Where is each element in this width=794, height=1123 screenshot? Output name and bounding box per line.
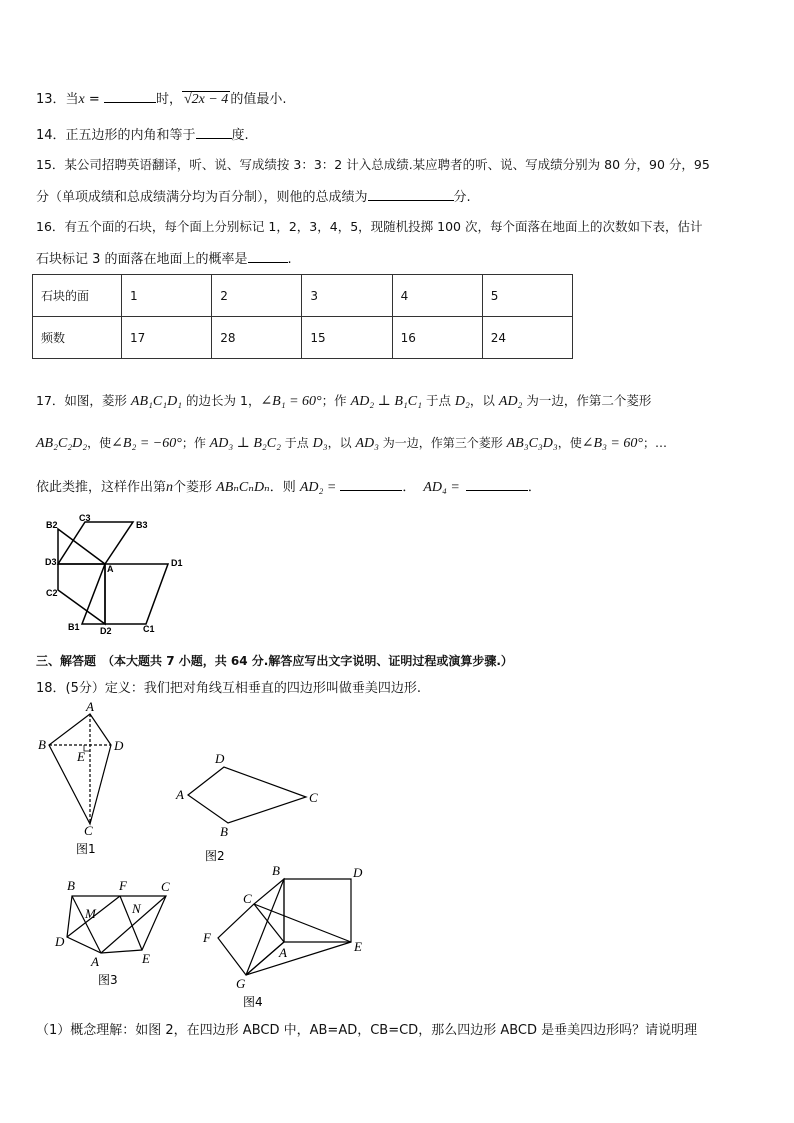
q17-math: ABₙCₙDₙ <box>216 480 270 495</box>
q15-line1: 15．某公司招聘英语翻译，听、说、写成绩按 3：3：2 计入总成绩.某应聘者的听、说、写成绩分别为 80 分，90 分，95 <box>36 157 710 172</box>
fig2-label-a: A <box>176 787 184 802</box>
q17-text: ；作 <box>181 436 210 450</box>
q15-line2-suffix: 分. <box>453 190 471 205</box>
q17-text: ． <box>402 480 416 495</box>
figure-2-quadrilateral <box>188 767 306 823</box>
q14-prefix: 14．正五边形的内角和等于 <box>36 128 196 143</box>
table-cell: 2 <box>212 275 302 317</box>
fig2-label-b: B <box>220 824 228 839</box>
q13-var: x <box>78 92 85 107</box>
fig2-caption: 图2 <box>205 849 225 863</box>
fig4-label-e: E <box>354 939 362 954</box>
table-cell: 16 <box>392 317 482 359</box>
fig3-label-e: E <box>142 951 150 966</box>
q16-line1: 16．有五个面的石块，每个面上分别标记 1，2，3，4，5，现随机投掷 100 次，每个面落在地面上的次数如下表，估计 <box>36 219 703 234</box>
q17-text: ，以 <box>327 436 356 450</box>
q17-math: ∠B₂ = −60° <box>111 436 182 451</box>
table-cell: 1 <box>122 275 212 317</box>
q17-text: 的边长为 1， <box>182 393 261 408</box>
fig1-label-e: E <box>77 749 85 764</box>
q16-line2-prefix: 石块标记 3 的面落在地面上的概率是 <box>36 252 248 267</box>
label-c3: C3 <box>79 513 91 523</box>
table-cell: 频数 <box>33 317 122 359</box>
q13-mid: 时， <box>155 92 182 107</box>
q18-intro: 18．(5分）定义：我们把对角线互相垂直的四边形叫做垂美四边形. <box>36 681 422 696</box>
q17-math: AD₂ <box>498 394 523 409</box>
fig2-label-c: C <box>309 790 318 805</box>
label-b3: B3 <box>136 520 148 530</box>
section3-title: 三、解答题 <box>36 654 97 668</box>
fig4-label-c: C <box>243 891 252 906</box>
q13-eq: = <box>84 92 104 107</box>
q17-math: AB₁C₁D₁ <box>130 394 183 409</box>
fig3-label-m: M <box>85 906 96 921</box>
fig1-label-a: A <box>86 699 94 714</box>
fig4-label-d: D <box>353 865 363 880</box>
fig4-label-g: G <box>236 976 246 991</box>
table-cell: 石块的面 <box>33 275 122 317</box>
table-cell: 5 <box>482 275 572 317</box>
table-cell: 4 <box>392 275 482 317</box>
q17-math: ∠B₃ = 60° <box>581 436 643 451</box>
q17-text: ；… <box>642 436 667 450</box>
label-b2: B2 <box>46 520 58 530</box>
q17-math: D₃ <box>312 436 328 451</box>
q17-text: ，使 <box>87 436 112 450</box>
fig4-label-f: F <box>203 930 211 945</box>
table-cell: 28 <box>212 317 302 359</box>
q17-text: 17．如图，菱形 <box>36 393 131 408</box>
q17-math: AD₂ = <box>299 480 337 495</box>
q17-math: n <box>166 480 174 495</box>
q17-math: AD₃ <box>355 436 379 451</box>
q17-text: 个菱形 <box>173 480 217 495</box>
fig3-label-n: N <box>132 901 141 916</box>
q17-math: AD₃ ⊥ B₂C₂ <box>209 436 281 451</box>
fig4-caption: 图4 <box>243 995 263 1009</box>
q13-expression: √2x − 4 <box>183 92 229 107</box>
q17-text: ．则 <box>269 480 300 495</box>
fig1-label-b: B <box>38 737 46 752</box>
q14-suffix: 度. <box>231 128 249 143</box>
q17-text: 依此类推，这样作出第 <box>36 480 167 495</box>
q17-text: ，以 <box>469 393 499 408</box>
q16-line2-suffix: . <box>287 252 292 267</box>
figure-3 <box>67 896 166 953</box>
fig1-caption: 图1 <box>76 842 96 856</box>
fig3-label-c: C <box>161 879 170 894</box>
fig2-label-d: D <box>215 751 225 766</box>
figure-4 <box>218 879 351 975</box>
q17-text: 为一边，作第二个菱形 <box>522 393 652 408</box>
label-c2: C2 <box>46 588 58 598</box>
table-cell: 17 <box>122 317 212 359</box>
figure-1-kite <box>49 714 111 824</box>
fig4-label-a: A <box>279 945 287 960</box>
label-d2: D2 <box>100 626 112 636</box>
label-d3: D3 <box>45 557 57 567</box>
fig4-label-b: B <box>272 863 280 878</box>
q17-math: ∠B₁ = 60° <box>260 394 322 409</box>
q13-prefix: 13．当 <box>36 92 79 107</box>
label-d1: D1 <box>171 558 183 568</box>
fig3-label-a: A <box>91 954 99 969</box>
label-c1: C1 <box>143 624 155 634</box>
table-cell: 24 <box>482 317 572 359</box>
table-cell: 3 <box>302 275 392 317</box>
q17-text: ；作 <box>321 393 351 408</box>
fig3-caption: 图3 <box>98 973 118 987</box>
q17-math: AB₃C₃D₃ <box>506 436 558 451</box>
label-b1: B1 <box>68 622 80 632</box>
q17-math: AB₂C₂D₂ <box>36 436 88 451</box>
q17-text: 于点 <box>280 436 313 450</box>
q13-suffix: 的值最小. <box>230 92 287 107</box>
q17-text: ，使 <box>557 436 582 450</box>
fig1-label-d: D <box>114 738 124 753</box>
q17-text: 于点 <box>421 393 455 408</box>
q17-math: AD₂ ⊥ B₁C₁ <box>350 394 422 409</box>
section3-note: （本大题共 7 小题，共 64 分.解答应写出文字说明、证明过程或演算步骤.） <box>102 654 513 668</box>
q17-math: D₂ <box>454 394 470 409</box>
q17-text: 为一边，作第三个菱形 <box>378 436 507 450</box>
label-a: A <box>107 564 114 574</box>
fig3-label-f: F <box>119 878 127 893</box>
q17-math: AD₄ = <box>423 480 460 495</box>
table-cell: 15 <box>302 317 392 359</box>
q18-part1: （1）概念理解：如图 2，在四边形 ABCD 中，AB=AD，CB=CD，那么四边形 ABCD 是垂美四边形吗？请说明理 <box>36 1023 698 1038</box>
fig1-label-c: C <box>84 823 93 838</box>
q15-line2-prefix: 分（单项成绩和总成绩满分均为百分制），则他的总成绩为 <box>36 190 368 205</box>
fig3-label-b: B <box>67 878 75 893</box>
q17-text: ． <box>527 480 541 495</box>
fig3-label-d: D <box>55 934 65 949</box>
